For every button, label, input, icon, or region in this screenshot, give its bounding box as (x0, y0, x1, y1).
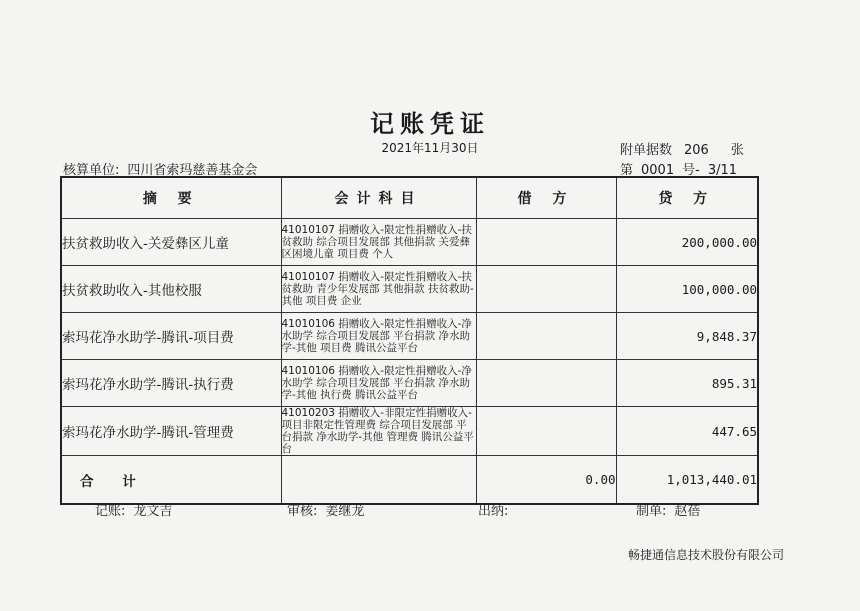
signature-bookkeeper (95, 500, 172, 519)
signature-preparer (636, 500, 700, 519)
total-debit: 0.00 (476, 456, 616, 505)
table-row (61, 407, 758, 456)
table-header-row (61, 177, 758, 219)
row-account: 41010106 捐赠收入-限定性捐赠收入-净水助学 综合项目发展部 平台捐款 净水助学-其他 执行费 腾讯公益平台 (281, 360, 476, 407)
row-summary: 扶贫救助收入-关爱彝区儿童 (61, 219, 281, 266)
voucher-number-mid: 号- (682, 163, 700, 178)
row-debit (476, 360, 616, 407)
cashier-label: 出纳: (478, 504, 509, 519)
bookkeeper-label: 记账: (95, 504, 126, 519)
header-debit: 借 方 (476, 177, 616, 219)
bookkeeper-name: 龙文吉 (133, 504, 173, 519)
row-debit (476, 266, 616, 313)
row-account: 41010107 捐赠收入-限定性捐赠收入-扶贫救助 综合项目发展部 其他捐款 关爱彝区困境儿童 项目费 个人 (281, 219, 476, 266)
row-credit: 895.31 (616, 360, 758, 407)
total-label: 合 计 (61, 456, 281, 505)
row-account: 41010107 捐赠收入-限定性捐赠收入-扶贫救助 青少年发展部 其他捐款 扶贫救助-其他 项目费 企业 (281, 266, 476, 313)
attachment-count (620, 139, 744, 158)
voucher-title: 记账凭证 (370, 110, 490, 138)
row-account: 41010106 捐赠收入-限定性捐赠收入-净水助学 综合项目发展部 平台捐款 净水助学-其他 项目费 腾讯公益平台 (281, 313, 476, 360)
signature-reviewer (287, 500, 364, 519)
table-row (61, 219, 758, 266)
voucher-number-prefix: 第 (620, 163, 634, 178)
voucher-number-value: 0001 (641, 163, 675, 178)
software-company: 畅捷通信息技术股份有限公司 (628, 548, 785, 562)
preparer-name: 赵蓓 (674, 504, 701, 519)
row-credit: 447.65 (616, 407, 758, 456)
attachment-unit: 张 (730, 143, 744, 158)
row-debit (476, 313, 616, 360)
voucher-date: 2021年11月30日 (381, 141, 479, 155)
total-blank (281, 456, 476, 505)
reviewer-label: 审核: (287, 504, 318, 519)
accounting-unit-label: 核算单位: (63, 163, 120, 178)
row-summary: 索玛花净水助学-腾讯-项目费 (61, 313, 281, 360)
row-summary: 索玛花净水助学-腾讯-执行费 (61, 360, 281, 407)
row-summary: 扶贫救助收入-其他校服 (61, 266, 281, 313)
row-account: 41010203 捐赠收入-非限定性捐赠收入-项目非限定性管理费 综合项目发展部 平台捐款 净水助学-其他 管理费 腾讯公益平台 (281, 407, 476, 456)
attachment-label: 附单据数 (620, 143, 673, 158)
total-credit: 1,013,440.01 (616, 456, 758, 505)
header-summary: 摘 要 (61, 177, 281, 219)
reviewer-name: 姜继龙 (325, 504, 365, 519)
row-credit: 200,000.00 (616, 219, 758, 266)
row-credit: 100,000.00 (616, 266, 758, 313)
row-debit (476, 219, 616, 266)
table-row (61, 360, 758, 407)
preparer-label: 制单: (636, 504, 667, 519)
signature-cashier (478, 500, 516, 519)
table-row (61, 266, 758, 313)
row-summary: 索玛花净水助学-腾讯-管理费 (61, 407, 281, 456)
row-credit: 9,848.37 (616, 313, 758, 360)
attachment-number: 206 (684, 143, 709, 158)
voucher-table (60, 176, 759, 505)
table-row (61, 313, 758, 360)
total-row (61, 456, 758, 505)
header-credit: 贷 方 (616, 177, 758, 219)
accounting-unit-value: 四川省索玛慈善基金会 (127, 163, 258, 178)
voucher-page: 3/11 (707, 163, 738, 178)
header-account: 会计科目 (281, 177, 476, 219)
row-debit (476, 407, 616, 456)
